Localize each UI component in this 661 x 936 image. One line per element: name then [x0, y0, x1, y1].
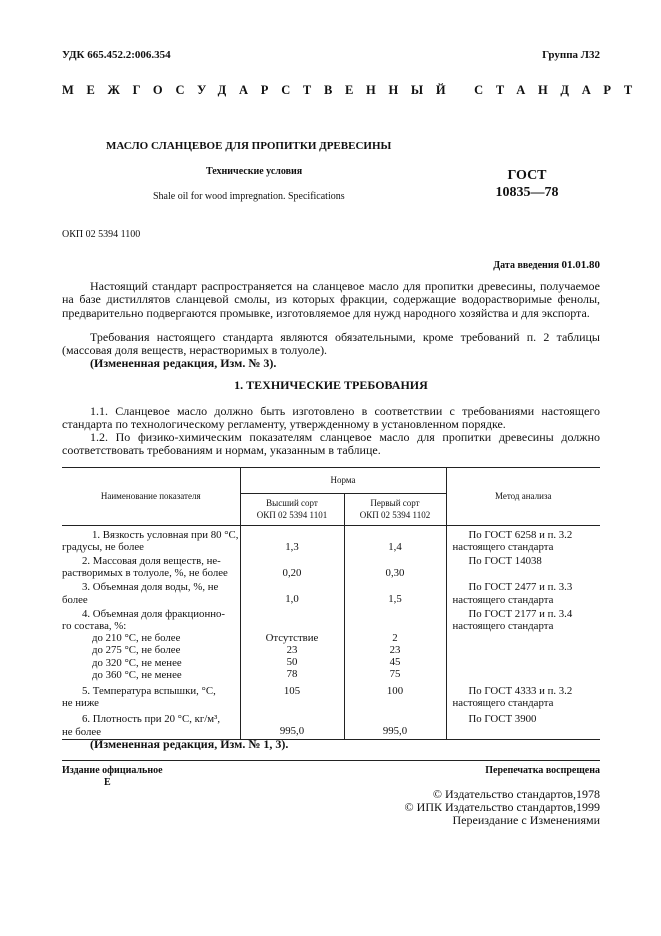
header-first-grade-label: Первый сорт — [370, 497, 420, 508]
row1-method-b: настоящего стандарта — [452, 540, 554, 553]
row4-sub-1: до 210 °С, не более — [92, 632, 181, 645]
doc-title-en: Shale oil for wood impregnation. Specifications — [153, 191, 345, 202]
row3-first: 1,5 — [344, 579, 446, 605]
gost-number: 10835—78 — [495, 185, 559, 200]
row5-high: 105 — [240, 681, 344, 709]
requirements-table — [62, 467, 600, 740]
row3-method-b: настоящего стандарта — [452, 593, 554, 606]
row4-name-a: 4. Объемная доля фракционно- — [82, 607, 226, 620]
header-high-grade — [240, 493, 344, 525]
copyright-1999: © ИПК Издательство стандартов,1999 — [404, 800, 600, 814]
row4-name-b: го состава, %: — [62, 620, 127, 633]
row2-high: 0,20 — [240, 553, 344, 579]
clause-1-2: 1.2. По физико-химическим показателям сланцевое масло для пропитки древесины должно соответствовать требованиям и нормам, указанным в таблице. — [62, 430, 600, 458]
row1-name-a: 1. Вязкость условная при 80 °С, — [92, 528, 239, 541]
row6-method-a: По ГОСТ 3900 — [468, 713, 537, 726]
row6-high: 995,0 — [240, 709, 344, 739]
table-row — [62, 553, 600, 579]
row4-method-b: настоящего стандарта — [452, 620, 554, 633]
row4-sub-4: до 360 °С, не менее — [92, 668, 182, 681]
row5-method-b: настоящего стандарта — [452, 697, 554, 710]
row4-high-1: Отсутствие — [265, 631, 319, 644]
row1-high: 1,3 — [240, 525, 344, 553]
row3-method-a: По ГОСТ 2477 и п. 3.3 — [468, 581, 573, 594]
row4-first-4: 75 — [389, 668, 401, 681]
table-row — [62, 579, 600, 605]
table-row — [62, 709, 600, 739]
effective-date-value: 01.01.80 — [561, 259, 600, 271]
row6-name-a: 6. Плотность при 20 °С, кг/м³, — [82, 713, 221, 726]
row4-sub-2: до 275 °С, не более — [92, 644, 181, 657]
row1-name-b: градусы, не более — [62, 540, 144, 553]
table-row — [62, 606, 600, 681]
group-code: Группа Л32 — [542, 49, 600, 61]
row1-first: 1,4 — [344, 525, 446, 553]
row4-high-2: 23 — [286, 644, 298, 657]
table-row — [62, 681, 600, 709]
standard-kind: МЕЖГОСУДАРСТВЕННЫЙ СТАНДАРТ — [62, 83, 645, 97]
doc-title: МАСЛО СЛАНЦЕВОЕ ДЛЯ ПРОПИТКИ ДРЕВЕСИНЫ — [106, 140, 392, 152]
footer-rule — [62, 760, 600, 761]
row5-name-a: 5. Температура вспышки, °С, — [82, 685, 216, 698]
intro-revision: (Измененная редакция, Изм. № 3). — [90, 356, 277, 370]
row4-sub-3: до 320 °С, не менее — [92, 656, 182, 669]
effective-date-label: Дата введения — [493, 260, 559, 271]
intro-paragraph-1: Настоящий стандарт распространяется на сланцевое масло для пропитки древесины, получаемое на базе дистиллятов сланцевой смолы, из которых фракции, содержащие водорастворимые фенолы, предварительно подвергаются промывке, изготовляемое для нужд народного хозяйства и для экспорта. — [62, 279, 600, 320]
header-indicator: Наименование показателя — [62, 467, 240, 525]
row6-first: 995,0 — [344, 709, 446, 739]
row2-name-b: растворимых в толуоле, %, не более — [62, 567, 228, 580]
header-norm: Норма — [240, 467, 446, 493]
okp-code: ОКП 02 5394 1100 — [62, 229, 141, 240]
row4-first-3: 45 — [389, 656, 401, 669]
row3-high: 1,0 — [240, 579, 344, 605]
row4-method-a: По ГОСТ 2177 и п. 3.4 — [468, 607, 573, 620]
header-high-grade-label: Высший сорт — [266, 497, 318, 508]
row1-method-a: По ГОСТ 6258 и п. 3.2 — [468, 528, 573, 541]
copyright-1978: © Издательство стандартов,1978 — [432, 787, 600, 801]
row4-high-3: 50 — [286, 656, 298, 669]
row4-first-2: 23 — [389, 644, 401, 657]
row5-method-a: По ГОСТ 4333 и п. 3.2 — [468, 685, 573, 698]
header-high-grade-okp: ОКП 02 5394 1101 — [256, 510, 328, 520]
edition-letter: Е — [104, 777, 111, 788]
row2-name-a: 2. Массовая доля веществ, не- — [82, 555, 221, 567]
row4-first-1: 2 — [392, 631, 398, 644]
row6-name-b: не более — [62, 725, 101, 738]
clause-1-1: 1.1. Сланцевое масло должно быть изготовлено в соответствии с требованиями настоящего стандарта по технологическому регламенту, утвержденному в установленном порядке. — [62, 404, 600, 432]
intro-paragraph-2: Требования настоящего стандарта являются обязательными, кроме требований п. 2 таблицы (массовая доля веществ, нерастворимых в толуоле). — [62, 330, 600, 358]
header-first-grade — [344, 493, 446, 525]
row4-high-4: 78 — [286, 668, 298, 681]
table-revision: (Измененная редакция, Изм. № 1, 3). — [90, 737, 289, 751]
header-first-grade-okp: ОКП 02 5394 1102 — [359, 510, 431, 520]
row2-method-a: По ГОСТ 14038 — [468, 555, 542, 567]
row2-first: 0,30 — [344, 553, 446, 579]
row5-name-b: не ниже — [62, 697, 99, 710]
reissue-note: Переиздание с Изменениями — [452, 813, 600, 827]
row3-name-b: более — [62, 593, 88, 606]
header-method: Метод анализа — [446, 467, 600, 525]
reprint-notice: Перепечатка воспрещена — [485, 765, 600, 776]
official-edition: Издание официальное — [62, 765, 163, 776]
effective-date — [493, 259, 600, 271]
doc-subtitle: Технические условия — [206, 166, 303, 177]
row5-first: 100 — [344, 681, 446, 709]
gost-label: ГОСТ — [507, 168, 547, 183]
section-heading: 1. ТЕХНИЧЕСКИЕ ТРЕБОВАНИЯ — [234, 378, 428, 392]
table-row — [62, 525, 600, 553]
row3-name-a: 3. Объемная доля воды, %, не — [82, 581, 219, 594]
udk-code: УДК 665.452.2:006.354 — [62, 49, 171, 61]
